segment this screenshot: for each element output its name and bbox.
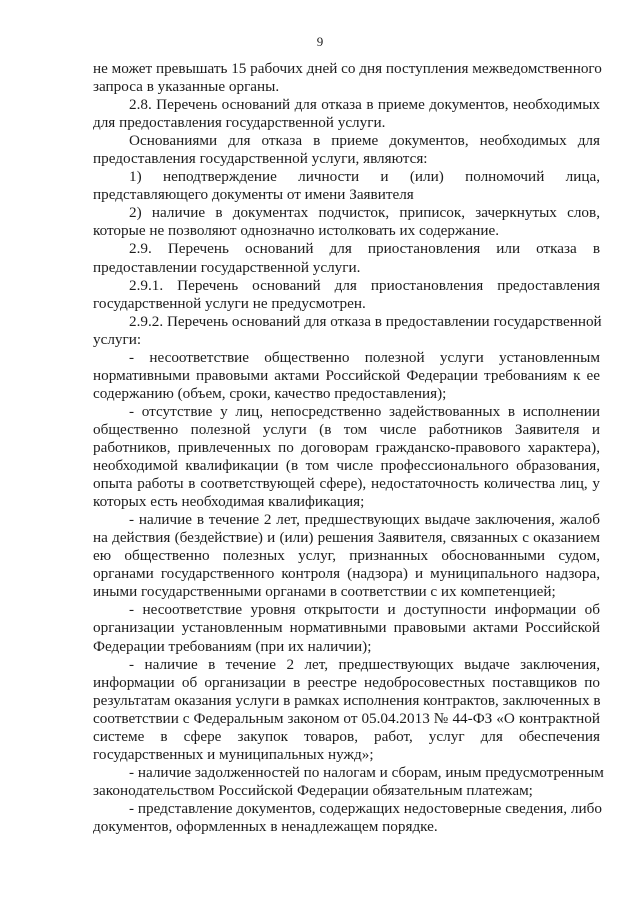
text-line: на действия (бездействие) и (или) решения Заявителя, связанных с оказанием bbox=[93, 529, 600, 547]
text-line: государственных и муниципальных нужд»; bbox=[93, 745, 374, 763]
paragraph bbox=[93, 656, 600, 764]
text-line: опыта работы в соответствующей сфере), недостаточность количества лиц, у bbox=[93, 475, 600, 493]
text-line: государственной услуги не предусмотрен. bbox=[93, 294, 366, 312]
text-line: информации об организации в реестре недобросовестных поставщиков по bbox=[93, 673, 600, 691]
text-line: - наличие задолженностей по налогам и сборам, иным предусмотренным bbox=[129, 763, 604, 781]
page-number: 9 bbox=[316, 34, 324, 49]
paragraph bbox=[93, 313, 600, 349]
text-line: работников, привлеченных по договорам гражданско-правового характера), bbox=[93, 438, 600, 456]
text-line: органами государственного контроля (надзора) и муниципального надзора, bbox=[93, 565, 600, 583]
paragraph bbox=[93, 168, 600, 204]
text-line: - отсутствие у лиц, непосредственно задействованных в исполнении bbox=[129, 402, 600, 420]
text-line: нормативными правовыми актами Российской Федерации требованиям к ее bbox=[93, 366, 600, 384]
text-line: общественно полезной услуги (в том числе работников Заявителя и bbox=[93, 420, 600, 438]
text-line: 2.9. Перечень оснований для приостановления или отказа в bbox=[129, 240, 600, 258]
text-line: Федерации требованиям (при их наличии); bbox=[93, 637, 372, 655]
text-line: представляющего документы от имени Заявителя bbox=[93, 186, 414, 204]
text-line: системе в сфере закупок товаров, работ, услуг для обеспечения bbox=[93, 727, 600, 745]
paragraph bbox=[93, 132, 600, 168]
text-line: результатам оказания услуги в рамках исполнения контрактов, заключенных в bbox=[93, 691, 601, 709]
text-line: - наличие в течение 2 лет, предшествующих выдаче заключения, жалоб bbox=[129, 511, 600, 529]
text-line: ею общественно полезных услуг, признанных обоснованными судом, bbox=[93, 547, 600, 565]
paragraph bbox=[93, 601, 600, 655]
text-line: организации установленным нормативными правовыми актами Российской bbox=[93, 619, 600, 637]
text-line: запроса в указанные органы. bbox=[93, 78, 280, 96]
text-line: - наличие в течение 2 лет, предшествующих выдаче заключения, bbox=[129, 655, 600, 673]
paragraph bbox=[93, 511, 600, 601]
paragraph bbox=[93, 349, 600, 403]
text-line: не может превышать 15 рабочих дней со дня поступления межведомственного bbox=[93, 60, 602, 77]
text-line: содержанию (объем, сроки, качество предоставления); bbox=[93, 384, 447, 402]
text-line: 2) наличие в документах подчисток, приписок, зачеркнутых слов, bbox=[129, 204, 600, 222]
text-line: необходимой квалификации (в том числе профессионального образования, bbox=[93, 457, 600, 475]
paragraph bbox=[93, 240, 600, 276]
text-line: которые не позволяют однозначно истолковать их содержание. bbox=[93, 222, 500, 240]
paragraph bbox=[93, 403, 600, 511]
paragraph bbox=[93, 96, 600, 132]
paragraph bbox=[93, 763, 604, 800]
document-body bbox=[93, 60, 604, 836]
text-line: - несоответствие уровня открытости и доступности информации об bbox=[129, 601, 600, 619]
paragraph bbox=[93, 60, 600, 96]
text-line: 2.9.1. Перечень оснований для приостановления предоставления bbox=[129, 276, 600, 294]
text-line: для предоставления государственной услуги. bbox=[93, 114, 386, 132]
text-line: 2.9.2. Перечень оснований для отказа в предоставлении государственной bbox=[129, 312, 602, 330]
text-line: законодательством Российской Федерации обязательным платежам; bbox=[93, 781, 533, 799]
text-line: Основаниями для отказа в приеме документов, необходимых для bbox=[129, 132, 600, 150]
text-line: предоставлении государственной услуги. bbox=[93, 258, 361, 276]
text-line: 1) неподтверждение личности и (или) полномочий лица, bbox=[129, 168, 600, 186]
text-line: иными государственными органами в соответствии с их компетенцией; bbox=[93, 583, 556, 601]
paragraph bbox=[93, 800, 600, 836]
text-line: 2.8. Перечень оснований для отказа в приеме документов, необходимых bbox=[129, 96, 600, 114]
text-line: предоставления государственной услуги, являются: bbox=[93, 150, 428, 168]
text-line: - несоответствие общественно полезной услуги установленным bbox=[129, 348, 600, 366]
text-line: услуги: bbox=[93, 330, 142, 348]
text-line: - представление документов, содержащих недостоверные сведения, либо bbox=[129, 799, 602, 817]
paragraph bbox=[93, 204, 600, 240]
text-line: которых есть необходимая квалификация; bbox=[93, 493, 365, 511]
text-line: соответствии с Федеральным законом от 05.04.2013 № 44-ФЗ «О контрактной bbox=[93, 709, 600, 727]
text-line: документов, оформленных в ненадлежащем порядке. bbox=[93, 817, 438, 835]
paragraph bbox=[93, 277, 600, 313]
